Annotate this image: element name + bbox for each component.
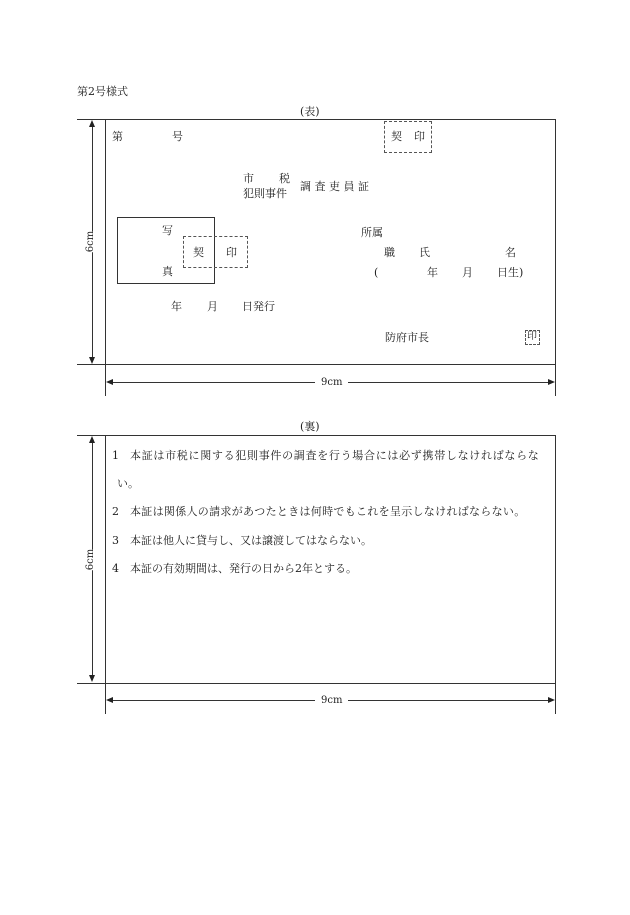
position-label: 職 (384, 246, 395, 259)
name-label-2: 名 (505, 246, 516, 259)
front-height-label: 6cm (85, 230, 97, 253)
seal-top-char1: 契 (391, 130, 402, 143)
front-right-border (555, 119, 556, 396)
seal-photo-char2: 印 (226, 246, 237, 259)
number-prefix: 第 (112, 130, 123, 143)
front-top-border (77, 119, 556, 120)
back-width-label: 9cm (315, 695, 348, 706)
front-height-arrow-up (89, 120, 95, 127)
back-item-2-text: 本証は関係人の請求があつたときは何時でもこれを呈示しなければならない。 (130, 505, 526, 518)
issue-day: 日発行 (242, 300, 275, 313)
back-item-1-num: 1 (112, 449, 119, 462)
back-item-4-num: 4 (112, 562, 119, 575)
seal-photo-char1: 契 (193, 246, 204, 259)
back-height-label: 6cm (85, 548, 97, 571)
back-width-arrow-left (106, 697, 113, 703)
name-label-1: 氏 (419, 246, 430, 259)
front-heading: (表) (300, 105, 320, 118)
issuer-label: 防府市長 (385, 331, 429, 344)
back-height-arrow-down (89, 675, 95, 682)
front-width-arrow-right (548, 379, 555, 385)
front-height-arrow-down (89, 357, 95, 364)
birth-year: 年 (427, 266, 438, 279)
back-width-arrow-right (548, 697, 555, 703)
back-heading: (裏) (300, 420, 320, 433)
photo-label-top: 写 (162, 224, 173, 237)
issue-month: 月 (207, 300, 218, 313)
back-item-3-num: 3 (112, 534, 119, 547)
title-line1-b: 税 (279, 172, 290, 185)
back-item-2-num: 2 (112, 505, 119, 518)
birth-open-paren: ( (374, 266, 379, 279)
form-title: 第2号様式 (77, 85, 128, 98)
front-bottom-border (77, 364, 556, 365)
birth-month: 月 (462, 266, 473, 279)
birth-day: 日生) (497, 266, 524, 279)
back-left-border (105, 435, 106, 714)
back-item-1-text: 本証は市税に関する犯則事件の調査を行う場合には必ず携帯しなければならな (130, 449, 540, 462)
title-main: 調 査 吏 員 証 (300, 180, 369, 193)
number-suffix: 号 (172, 130, 183, 143)
front-width-arrow-left (106, 379, 113, 385)
back-item-3-text: 本証は他人に貸与し、又は譲渡してはならない。 (130, 534, 372, 547)
back-item-4-text: 本証の有効期間は、発行の日から2年とする。 (130, 562, 357, 575)
title-line2: 犯則事件 (243, 187, 287, 200)
title-line1-a: 市 (243, 172, 254, 185)
photo-label-bottom: 真 (162, 265, 173, 278)
issue-year: 年 (171, 300, 182, 313)
front-left-border (105, 119, 106, 396)
affiliation-label: 所属 (361, 226, 383, 239)
back-top-border (77, 435, 556, 436)
back-item-1-cont: い。 (117, 477, 139, 490)
seal-top-char2: 印 (414, 130, 425, 143)
back-bottom-border (77, 683, 556, 684)
issuer-seal: 印 (527, 331, 537, 342)
back-right-border (555, 435, 556, 714)
front-width-label: 9cm (315, 377, 348, 388)
back-height-arrow-up (89, 436, 95, 443)
